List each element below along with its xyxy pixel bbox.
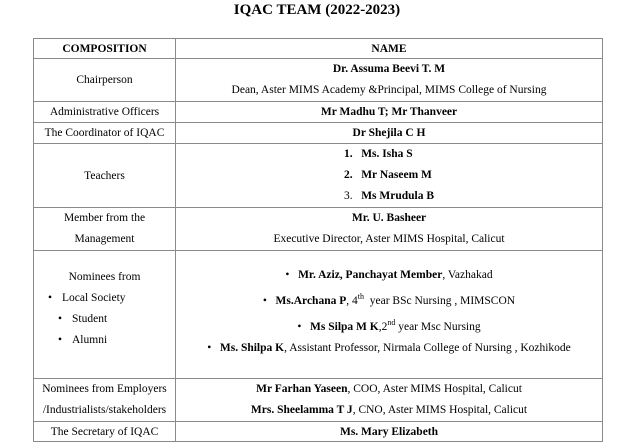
table-row [34,59,603,102]
chairperson-detail: Dean, Aster MIMS Academy &Principal, MIMS College of Nursing [231,84,547,96]
table-row [34,208,603,251]
management-detail: Executive Director, Aster MIMS Hospital, Calicut [273,233,505,245]
header-name: NAME [176,39,603,59]
list-item: • Local Society [48,292,126,304]
header-row [34,39,603,59]
page-title: IQAC TEAM (2022-2023) [233,2,401,18]
nominees-label: Nominees from [68,271,141,283]
list-item: 2. Mr Naseem M [343,169,432,181]
table-row [34,123,603,144]
secretary-name: Ms. Mary Elizabeth [339,425,439,438]
table-row [34,422,603,442]
table-row [34,102,603,123]
coordinator-label: The Coordinator of IQAC [34,123,176,144]
list-item: 3. Ms Mrudula B [343,190,435,202]
list-item: • Mr. Aziz, Panchayat Member, Vazhakad [285,269,493,281]
header-composition: COMPOSITION [34,39,176,59]
table-row [34,144,603,208]
chairperson-label: Chairperson [34,59,176,102]
list-item: • Alumni [58,334,108,346]
management-label-2: Management [74,233,135,245]
coordinator-name: Dr Shejila C H [352,127,426,139]
list-item: • Ms. Shilpa K, Assistant Professor, Nirmala College of Nursing , Kozhikode [207,341,571,354]
admin-names: Mr Madhu T; Mr Thanveer [320,106,458,118]
employers-label-2: /Industrialists/stakeholders [42,404,167,416]
list-item: • Student [58,313,108,325]
table-row: Nominees from Employers /Industrialists/stakeholders Mr Farhan Yaseen, COO, Aster MIMS Hospital, Calicut Mrs. Sheelamma T J, CNO, Aster MIMS Hospital, Calicut [34,379,603,422]
management-label-1: Member from the [63,212,146,224]
employer-name-1: Mr Farhan Yaseen [256,383,348,395]
management-name: Mr. U. Basheer [351,212,427,224]
teachers-list [344,144,434,207]
employer-name-2: Mrs. Sheelamma T J [250,404,353,416]
admin-label: Administrative Officers [34,102,176,123]
employers-label-1: Nominees from Employers [42,383,167,395]
list-item: • Ms.Archana P, 4th year BSc Nursing , MIMSCON [262,292,516,307]
list-item: • Ms Silpa M K,2nd year Msc Nursing [297,317,481,333]
secretary-label: The Secretary of IQAC [34,422,176,442]
teachers-label: Teachers [34,144,176,208]
list-item: 1. Ms. Isha S [343,148,413,160]
table-row [34,251,603,379]
iqac-team-table [33,38,603,442]
chairperson-name: Dr. Assuma Beevi T. M [332,63,446,75]
